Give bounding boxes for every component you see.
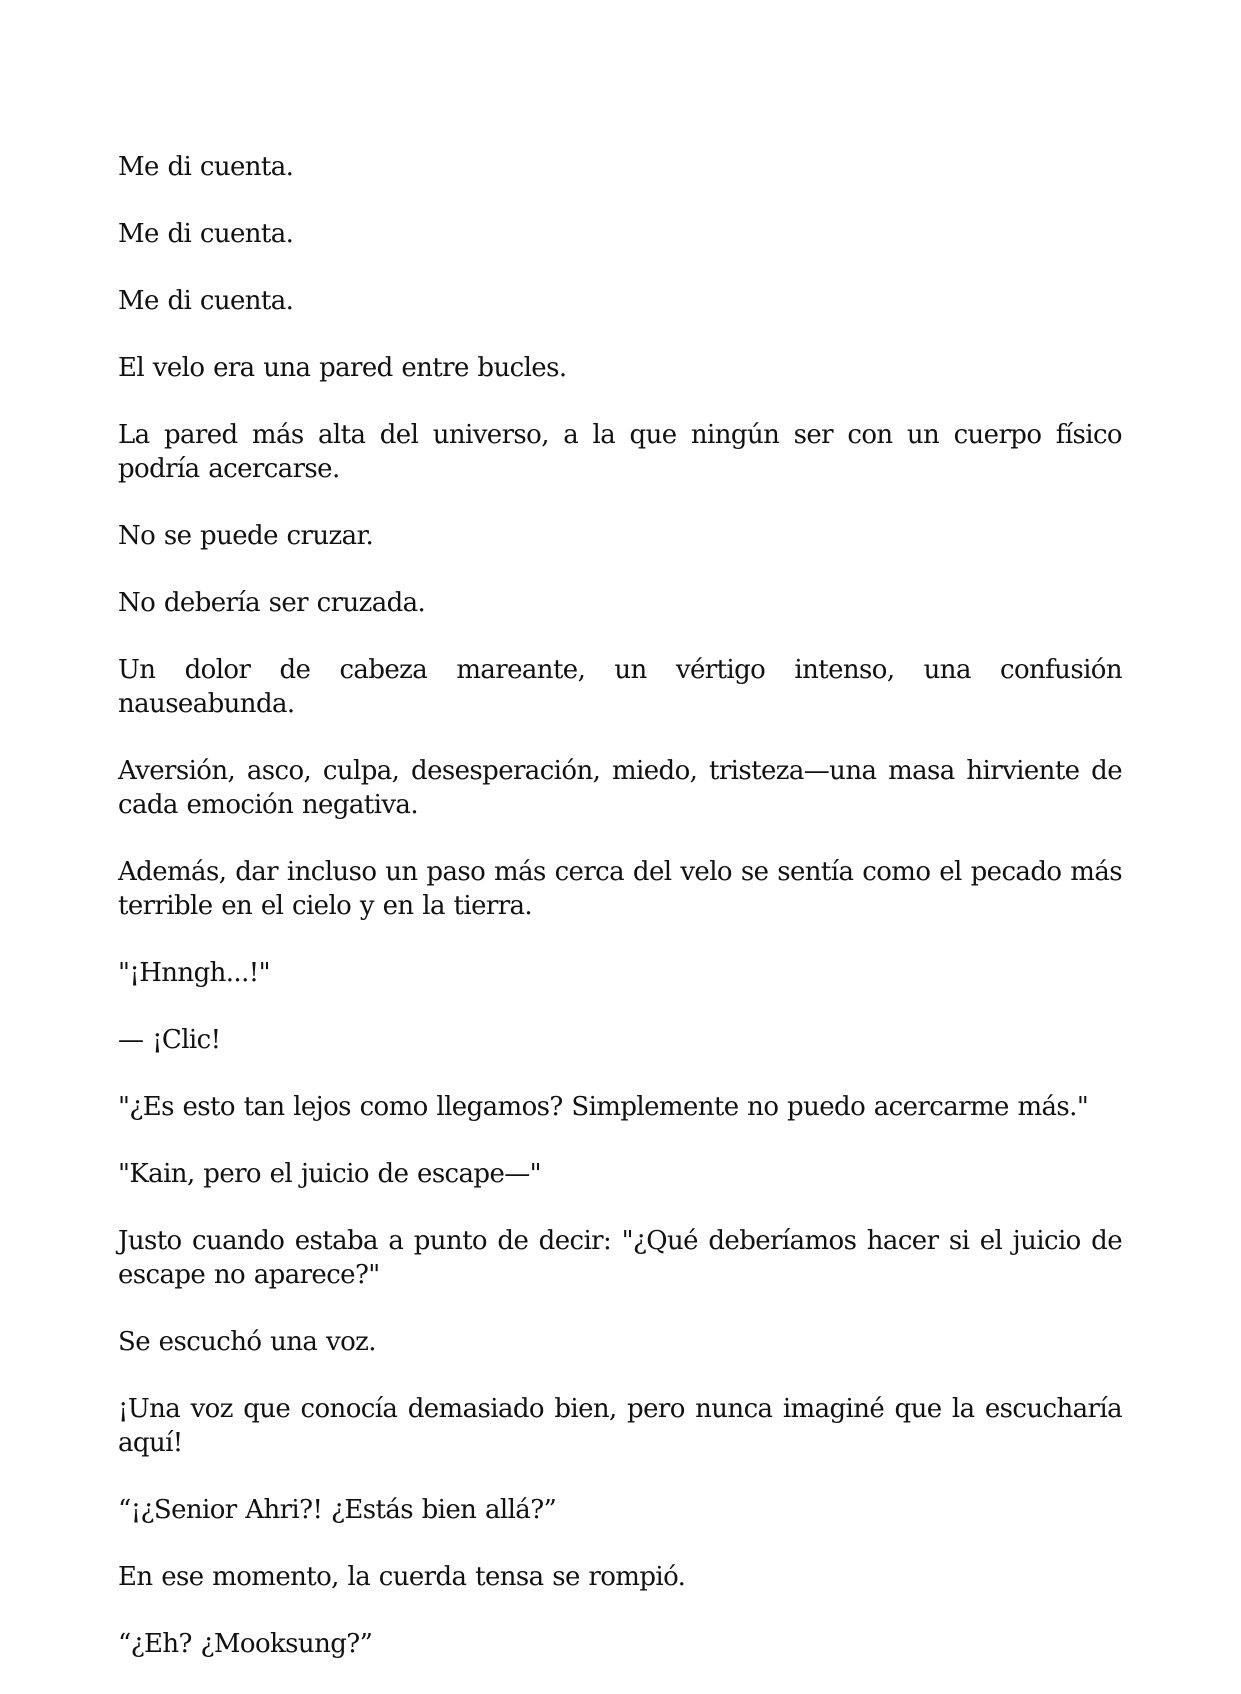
paragraph: No debería ser cruzada.: [118, 588, 426, 618]
paragraph: Me di cuenta.: [118, 219, 294, 249]
paragraph: Me di cuenta.: [118, 286, 294, 316]
paragraph: No se puede cruzar.: [118, 521, 374, 551]
paragraph: Aversión, asco, culpa, desesperación, miedo, tristeza—una masa hirviente de cada emoción negativa.: [118, 756, 1122, 820]
paragraph: Me di cuenta.: [118, 152, 294, 182]
paragraph: Se escuchó una voz.: [118, 1327, 376, 1357]
paragraph: ¡Una voz que conocía demasiado bien, pero nunca imaginé que la escucharía aquí!: [118, 1394, 1122, 1458]
paragraph: En ese momento, la cuerda tensa se rompió.: [118, 1562, 686, 1592]
paragraph: La pared más alta del universo, a la que ningún ser con un cuerpo físico podría acercarse.: [118, 420, 1122, 484]
document-page: [118, 150, 1122, 1694]
paragraph: Justo cuando estaba a punto de decir: "¿Qué deberíamos hacer si el juicio de escape no aparece?": [118, 1226, 1122, 1290]
paragraph: "¿Es esto tan lejos como llegamos? Simplemente no puedo acercarme más.": [118, 1092, 1089, 1122]
paragraph: "¡Hnngh...!": [118, 958, 270, 988]
paragraph: "Kain, pero el juicio de escape—": [118, 1159, 542, 1189]
paragraph: Un dolor de cabeza mareante, un vértigo intenso, una confusión nauseabunda.: [118, 655, 1122, 719]
paragraph: “¿Eh? ¿Mooksung?”: [118, 1629, 373, 1659]
paragraph: “¡¿Senior Ahri?! ¿Estás bien allá?”: [118, 1495, 557, 1525]
paragraph: El velo era una pared entre bucles.: [118, 353, 567, 383]
paragraph: Además, dar incluso un paso más cerca del velo se sentía como el pecado más terrible en el cielo y en la tierra.: [118, 857, 1122, 921]
paragraph: — ¡Clic!: [118, 1025, 221, 1055]
